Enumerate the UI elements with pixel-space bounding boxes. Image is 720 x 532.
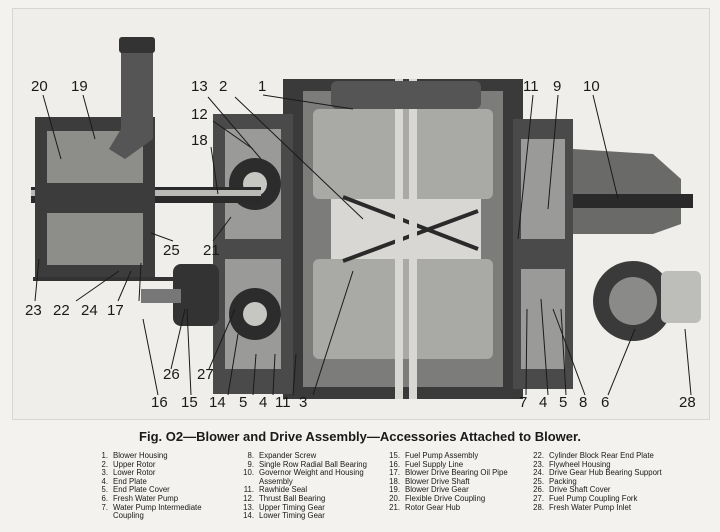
callout-15: 15	[181, 394, 198, 411]
legend-label: Fuel Supply Line	[405, 459, 464, 469]
callout-4-right: 4	[539, 394, 548, 411]
callout-1: 1	[258, 78, 267, 95]
callout-12: 12	[191, 106, 208, 123]
callout-8: 8	[579, 394, 588, 411]
callout-11-top: 11	[523, 78, 539, 95]
callout-7: 7	[519, 394, 528, 411]
callout-28: 28	[679, 394, 696, 411]
figure-caption: Fig. O2—Blower and Drive Assembly—Accessories Attached to Blower.	[139, 429, 581, 444]
legend-number: 1.	[101, 451, 108, 460]
legend-number: 7.	[101, 502, 108, 512]
callout-23: 23	[25, 302, 42, 319]
callout-25: 25	[163, 242, 180, 259]
legend-number: 25.	[533, 476, 544, 486]
legend-number: 18.	[389, 476, 400, 486]
legend-label: Expander Screw	[259, 451, 317, 460]
legend-number: 13.	[243, 502, 254, 512]
callout-27: 27	[197, 366, 214, 383]
legend-number: 24.	[533, 468, 544, 478]
legend-label: Blower Drive Bearing Oil Pipe	[405, 468, 508, 478]
legend-number: 5.	[101, 485, 108, 495]
legend-label: Fuel Pump Coupling Fork	[549, 493, 638, 503]
legend-item	[238, 512, 378, 521]
callout-5-left: 5	[239, 394, 248, 411]
legend-label: Upper Timing Gear	[259, 502, 325, 512]
legend-label: Drive Shaft Cover	[549, 485, 611, 495]
callout-18: 18	[191, 132, 208, 149]
legend-column-3	[384, 452, 522, 528]
parts-legend	[92, 452, 712, 528]
legend-number: 22.	[533, 451, 544, 460]
legend-number: 15.	[389, 451, 400, 460]
callout-6: 6	[601, 394, 610, 411]
callout-21: 21	[203, 242, 220, 259]
legend-label: Blower Drive Gear	[405, 485, 469, 495]
legend-label: Cylinder Block Rear End Plate	[549, 451, 654, 460]
legend-number: 14.	[243, 511, 254, 521]
legend-number: 19.	[389, 485, 400, 495]
legend-label: End Plate Cover	[113, 485, 170, 495]
legend-label: Flexible Drive Coupling	[405, 493, 486, 503]
callout-19: 19	[71, 78, 88, 95]
blower-cutaway-illustration	[13, 9, 709, 419]
legend-number: 20.	[389, 493, 400, 503]
legend-number: 17.	[389, 468, 400, 478]
callout-22: 22	[53, 302, 70, 319]
callout-24: 24	[81, 302, 98, 319]
legend-column-1	[92, 452, 232, 528]
legend-number: 4.	[101, 476, 108, 486]
legend-number: 21.	[389, 502, 400, 512]
legend-item	[92, 504, 232, 521]
callout-17: 17	[107, 302, 124, 319]
legend-label: Single Row Radial Ball Bearing	[259, 459, 367, 469]
legend-number: 10.	[243, 468, 254, 478]
callout-2: 2	[219, 78, 228, 95]
legend-label: Blower Housing	[113, 451, 168, 460]
figure-frame	[12, 8, 710, 420]
callout-4-left: 4	[259, 394, 268, 411]
legend-label: Fuel Pump Assembly	[405, 451, 479, 460]
legend-number: 16.	[389, 459, 400, 469]
legend-column-4	[528, 452, 668, 528]
legend-number: 9.	[247, 459, 254, 469]
legend-label: Packing	[549, 476, 577, 486]
callout-3: 3	[299, 394, 308, 411]
legend-label: End Plate	[113, 476, 147, 486]
legend-item	[238, 469, 378, 486]
legend-number: 26.	[533, 485, 544, 495]
callout-26: 26	[163, 366, 180, 383]
legend-label: Water Pump Intermediate Coupling	[113, 502, 202, 521]
callout-5-right: 5	[559, 394, 568, 411]
callout-11-bottom: 11	[275, 394, 291, 411]
legend-label: Lower Timing Gear	[259, 511, 325, 521]
legend-number: 2.	[101, 459, 108, 469]
legend-number: 11.	[243, 485, 254, 495]
legend-label: Upper Rotor	[113, 459, 156, 469]
legend-item	[528, 504, 668, 513]
legend-label: Fresh Water Pump Inlet	[549, 502, 632, 512]
legend-item	[384, 504, 522, 513]
legend-label: Fresh Water Pump	[113, 493, 179, 503]
callout-13: 13	[191, 78, 208, 95]
legend-label: Rawhide Seal	[259, 485, 308, 495]
legend-label: Thrust Ball Bearing	[259, 493, 326, 503]
callout-14: 14	[209, 394, 226, 411]
callout-16: 16	[151, 394, 168, 411]
legend-label: Lower Rotor	[113, 468, 156, 478]
legend-number: 6.	[101, 493, 108, 503]
callout-20: 20	[31, 78, 48, 95]
legend-label: Governor Weight and Housing Assembly	[259, 468, 364, 486]
callout-9: 9	[553, 78, 562, 95]
legend-number: 8.	[247, 451, 254, 460]
legend-label: Flywheel Housing	[549, 459, 611, 469]
callout-10: 10	[583, 78, 600, 95]
legend-column-2	[238, 452, 378, 528]
legend-number: 3.	[101, 468, 108, 478]
legend-label: Blower Drive Shaft	[405, 476, 470, 486]
legend-number: 28.	[533, 502, 544, 512]
legend-label: Rotor Gear Hub	[405, 502, 461, 512]
legend-number: 12.	[243, 493, 254, 503]
legend-number: 27.	[533, 493, 544, 503]
legend-number: 23.	[533, 459, 544, 469]
legend-label: Drive Gear Hub Bearing Support	[549, 468, 662, 478]
